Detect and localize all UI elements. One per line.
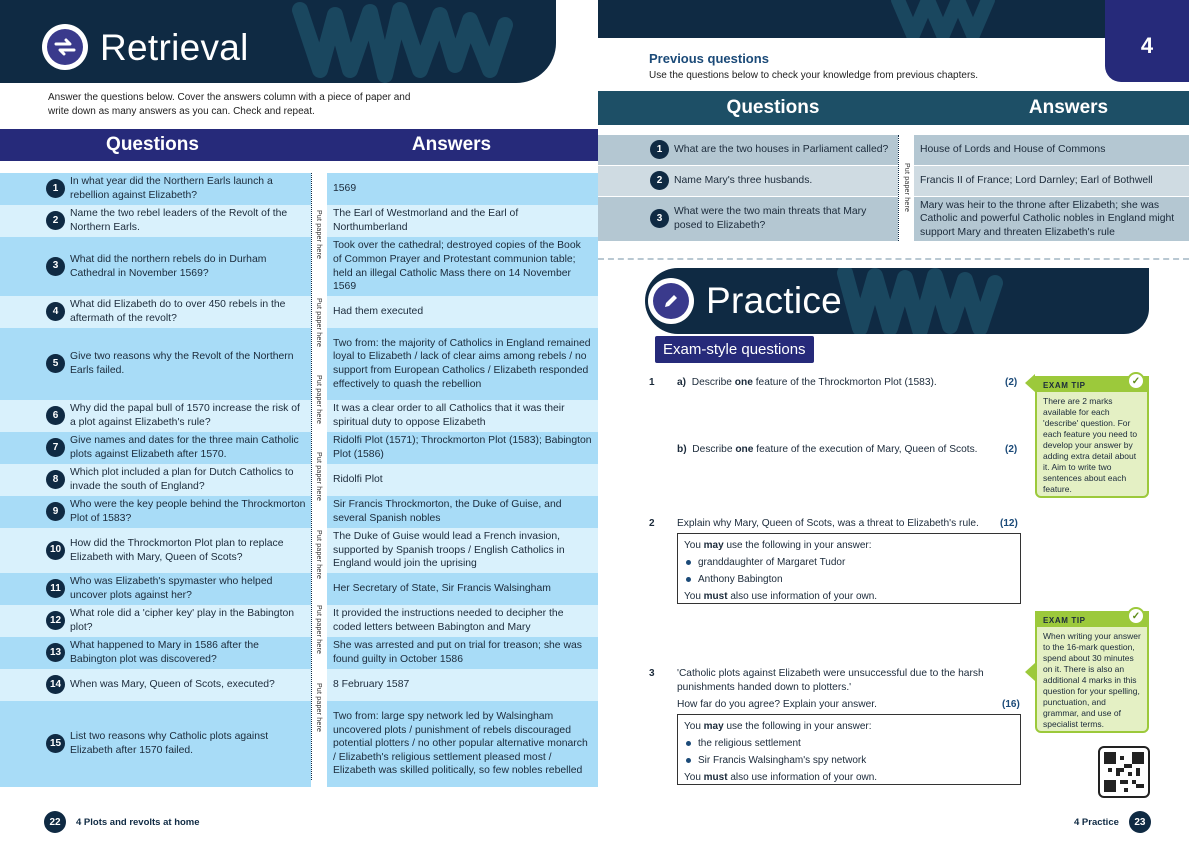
answer-text: Two from: large spy network led by Walsingham uncovered plots / punishment of rebels discouraged potential plotters / no other popular alternative monarch / Elizabeth's religious settlement pleased most / Elizabeth was skilled politically, so few nobles rebelled [333,711,588,777]
part-label: a) [677,377,687,388]
question-3-prompt: How far do you agree? Explain your answer. [677,699,877,710]
qa-header [0,129,598,161]
answer-text: House of Lords and House of Commons [920,144,1106,156]
answer-text: Ridolfi Plot (1571); Throckmorton Plot (1583); Babington Plot (1586) [333,435,592,460]
question-number: 12 [46,611,65,630]
question-number: 6 [46,406,65,425]
questions-header: Questions [106,134,199,155]
answer-cell [327,400,598,432]
question-text: In what year did the Northern Earls launch a rebellion against Elizabeth? [70,176,273,201]
question-cell [0,237,311,296]
cut-line [898,135,899,241]
question-cell [0,669,311,701]
question-number: 4 [46,302,65,321]
question-1b [677,443,978,457]
table-row [0,528,598,573]
box-outro [684,588,1014,605]
answer-text: Mary was heir to the throne after Elizabeth; she was Catholic and powerful Catholic nobles in England might support Mary and threaten Elizabeth's rule [920,199,1175,238]
question-cell [0,701,311,787]
table-row [0,496,598,528]
answer-text: It was a clear order to all Catholics that it was their spiritual duty to oppose Elizabeth [333,403,565,428]
question-text: List two reasons why Catholic plots against Elizabeth after 1570 failed. [70,731,269,756]
answer-text: Her Secretary of State, Sir Francis Walsingham [333,583,551,595]
part-label: b) [677,444,687,455]
question-cell [0,573,311,605]
table-row [0,669,598,701]
page-number: 23 [1129,811,1151,833]
marks: (12) [1000,518,1018,529]
answer-cell [914,197,1189,241]
put-paper-label: Put paper here [315,605,322,655]
question-text: Give names and dates for the three main Catholic plots against Elizabeth after 1570. [70,435,299,460]
question-number: 2 [650,171,669,190]
question-3-quote: 'Catholic plots against Elizabeth were unsuccessful due to the harsh punishments handed down to plotters.' [677,668,984,693]
box-text: You [684,772,704,783]
q3-prompt-box [677,714,1021,785]
put-paper-label: Put paper here [315,683,322,733]
table-row [598,197,1189,241]
table-row [0,464,598,496]
question-cell [0,496,311,528]
q2-prompt-box [677,533,1021,604]
question-number: 8 [46,470,65,489]
cut-line [311,173,312,780]
answer-cell [327,496,598,528]
question-text: What did the northern rebels do in Durham Cathedral in November 1569? [70,253,267,279]
q-text: Describe [691,377,735,388]
put-paper-label: Put paper here [315,298,322,348]
question-text: What role did a 'cipher key' play in the Babington plot? [70,608,295,633]
box-bullet: Anthony Babington [684,571,1014,588]
question-text: Give two reasons why the Revolt of the Northern Earls failed. [70,351,294,376]
marks: (2) [1005,377,1018,388]
table-row [0,701,598,787]
question-text: What were the two main threats that Mary posed to Elizabeth? [674,206,867,231]
retrieval-icon [42,24,88,70]
question-number: 15 [46,734,65,753]
target-icon: ✓ [1127,372,1145,390]
table-row [598,135,1189,165]
table-row [0,400,598,432]
question-text: What are the two houses in Parliament called? [674,144,889,156]
retrieval-banner [0,0,556,83]
answer-text: She was arrested and put on trial for treason; she was found guilty in October 1586 [333,640,582,665]
question-number: 5 [46,354,65,373]
box-text: use the following in your answer: [723,540,872,551]
answer-cell [327,296,598,328]
question-number: 14 [46,675,65,694]
answers-header: Answers [411,134,492,155]
retrieval-table [0,173,598,787]
answer-cell [914,166,1189,196]
answer-text: Francis II of France; Lord Darnley; Earl of Bothwell [920,175,1153,187]
put-paper-label: Put paper here [903,163,910,213]
answer-text: The Duke of Guise would lead a French invasion, supported by Spanish troops / English Catholics in England would join the uprising [333,531,565,570]
question-text: What did Elizabeth do to over 450 rebels in the aftermath of the revolt? [70,299,286,324]
answer-text: 1569 [333,183,357,195]
tip-arrow-icon [1025,663,1035,681]
target-icon: ✓ [1127,607,1145,625]
box-outro [684,769,1014,786]
exam-tip-2 [1035,611,1149,733]
section-divider [598,258,1189,260]
question-2: Explain why Mary, Queen of Scots, was a threat to Elizabeth's rule. [677,518,979,529]
question-number: 7 [46,438,65,457]
table-row [0,637,598,669]
qr-pattern [1104,752,1144,792]
answer-cell [327,637,598,669]
table-row [0,296,598,328]
question-number: 1 [650,140,669,159]
previous-questions-table [598,135,1189,242]
question-cell [0,432,311,464]
put-paper-label: Put paper here [315,375,322,425]
question-cell [598,197,898,241]
answer-cell [327,237,598,296]
answer-text: Had them executed [333,306,424,318]
answer-cell [327,328,598,400]
banner-scribble [598,0,1189,38]
chapter-tab: 4 [1105,0,1189,82]
answer-text: The Earl of Westmorland and the Earl of Northumberland [333,208,519,233]
box-text: use the following in your answer: [723,721,872,732]
question-1a [677,376,937,390]
question-number: 10 [46,541,65,560]
question-number: 9 [46,502,65,521]
question-cell [0,296,311,328]
previous-qa-header [598,91,1189,125]
question-number: 2 [649,518,655,529]
answer-cell [327,605,598,637]
question-cell [598,166,898,196]
box-text: You [684,540,704,551]
box-emphasis: must [703,591,728,602]
question-number: 3 [650,209,669,228]
footer-chapter: 4 Practice [1074,816,1119,828]
box-intro [684,718,1014,735]
question-cell [0,528,311,573]
q-text: feature of the Throckmorton Plot (1583). [752,377,937,388]
left-footer [44,811,200,833]
put-paper-label: Put paper here [315,210,322,260]
answer-cell [327,701,598,787]
table-row [0,573,598,605]
right-footer [1074,811,1151,833]
question-number: 11 [46,579,65,598]
table-row [0,432,598,464]
tip-arrow-icon [1025,374,1035,392]
box-bullet: Sir Francis Walsingham's spy network [684,752,1014,769]
exam-style-badge: Exam-style questions [655,336,814,363]
box-text: also use information of your own. [727,772,878,783]
q-emphasis: one [735,444,754,455]
tip-body: There are 2 marks available for each 'describe' question. For each feature you need to develop your answer by adding extra detail about it. Aim to write two sentences about each feature. [1043,396,1138,494]
marks: (2) [1005,444,1018,455]
question-cell [0,464,311,496]
question-text: When was Mary, Queen of Scots, executed? [70,679,275,691]
question-text: What happened to Mary in 1586 after the Babington plot was discovered? [70,640,259,665]
question-number: 3 [649,668,655,679]
answer-cell [327,528,598,573]
answers-header: Answers [1028,97,1109,118]
question-number: 2 [46,211,65,230]
question-cell [0,605,311,637]
q-text: Describe [692,444,736,455]
table-row [598,166,1189,196]
tip-heading: EXAM TIP [1037,378,1147,392]
question-text: How did the Throckmorton Plot plan to replace Elizabeth with Mary, Queen of Scots? [70,537,284,563]
answer-cell [327,205,598,237]
question-number: 1 [649,377,655,388]
table-row [0,173,598,205]
question-number: 1 [46,179,65,198]
answer-cell [327,464,598,496]
question-cell [0,205,311,237]
q-text: feature of the execution of Mary, Queen of Scots. [753,444,978,455]
footer-chapter: 4 Plots and revolts at home [76,816,200,828]
previous-questions-title: Previous questions [649,51,769,66]
q-emphasis: one [734,377,753,388]
right-page [598,0,1189,846]
answer-cell [327,432,598,464]
exam-tip-1 [1035,376,1149,498]
table-row [0,605,598,637]
top-banner [598,0,1189,38]
box-bullet: granddaughter of Margaret Tudor [684,554,1014,571]
page-title: Retrieval [100,27,249,68]
put-paper-label: Put paper here [315,452,322,502]
answer-cell [914,135,1189,165]
question-cell [0,400,311,432]
practice-title: Practice [706,280,843,321]
answer-text: It provided the instructions needed to decipher the coded letters between Babington and Mary [333,608,564,633]
marks: (16) [1002,699,1020,710]
pencil-icon [648,278,694,324]
answer-cell [327,669,598,701]
question-number: 13 [46,643,65,662]
question-text: Who was Elizabeth's spymaster who helped uncover plots against her? [70,576,273,601]
box-text: also use information of your own. [727,591,878,602]
gutter [311,173,327,205]
answer-cell [327,173,598,205]
question-number: 3 [46,257,65,276]
box-emphasis: may [703,540,724,551]
tip-heading: EXAM TIP [1037,613,1147,627]
page-number: 22 [44,811,66,833]
question-text: Name Mary's three husbands. [674,175,813,187]
tip-body: When writing your answer to the 16-mark question, spend about 30 minutes on it. There is also an additional 4 marks in this question for your spelling, punctuation, and grammar, and use of specialist terms. [1043,631,1141,729]
question-text: Why did the papal bull of 1570 increase the risk of a plot against Elizabeth's rule? [70,403,300,428]
question-text: Which plot included a plan for Dutch Catholics to invade the south of England? [70,467,294,492]
qr-code-icon[interactable] [1098,746,1150,798]
answer-text: Two from: the majority of Catholics in England remained loyal to Elizabeth / lack of clear aims among rebels / no support from European Catholics / Elizabeth responded effectively to quash the rebellion [333,337,591,390]
questions-header: Questions [726,97,820,118]
answer-cell [327,573,598,605]
box-emphasis: must [703,772,728,783]
question-text: Who were the key people behind the Throckmorton Plot of 1583? [70,499,306,524]
question-cell [0,328,311,400]
question-cell [598,135,898,165]
previous-questions-subtitle: Use the questions below to check your knowledge from previous chapters. [649,70,979,81]
box-bullet: the religious settlement [684,735,1014,752]
question-cell [0,637,311,669]
answer-text: Took over the cathedral; destroyed copies of the Book of Common Prayer and Protestant communion table; held an illegal Catholic Mass there on 14 November 1569 [333,240,581,293]
intro-text: Answer the questions below. Cover the answers column with a piece of paper and write down as many answers as you can. Check and repeat. [48,92,411,117]
box-text: You [684,721,704,732]
table-row [0,237,598,296]
gutter [898,135,914,165]
answer-text: Ridolfi Plot [333,474,383,486]
question-text: Name the two rebel leaders of the Revolt of the Northern Earls. [70,208,288,233]
box-intro [684,537,1014,554]
answer-text: 8 February 1587 [333,679,410,691]
question-cell [0,173,311,205]
put-paper-label: Put paper here [315,530,322,580]
practice-banner [645,268,1149,334]
table-row [0,205,598,237]
answer-text: Sir Francis Throckmorton, the Duke of Guise, and several Spanish nobles [333,499,562,524]
table-row [0,328,598,400]
box-emphasis: may [703,721,724,732]
box-text: You [684,591,704,602]
